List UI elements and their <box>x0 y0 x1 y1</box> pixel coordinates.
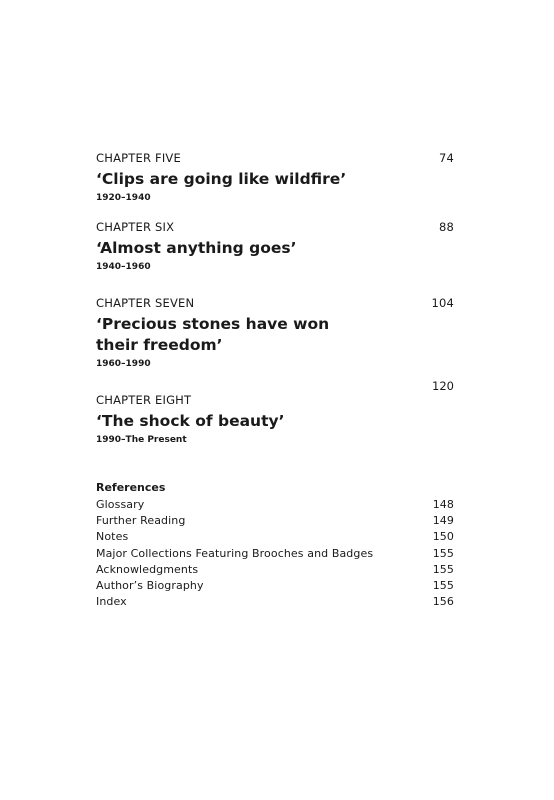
chapter-title: ‘Precious stones have won their freedom’ <box>96 315 330 354</box>
chapter-header <box>96 392 454 408</box>
list-item <box>96 497 454 513</box>
reference-label: Index <box>96 595 127 609</box>
chapter-years: 1990–The Present <box>96 435 187 445</box>
chapter-title: ‘The shock of beauty’ <box>96 412 285 430</box>
list-item <box>96 594 454 610</box>
chapter-page-number: 88 <box>438 220 454 234</box>
list-item <box>96 546 454 562</box>
list-item <box>96 562 454 578</box>
chapter-page-number: 104 <box>431 296 454 310</box>
reference-label: Author’s Biography <box>96 579 204 593</box>
chapter-years: 1960–1990 <box>96 359 151 369</box>
chapter-header <box>96 219 454 235</box>
chapter-label: CHAPTER EIGHT <box>96 393 192 407</box>
reference-label: Glossary <box>96 498 145 511</box>
chapter-entry-seven <box>96 295 454 370</box>
chapter-header <box>96 295 454 311</box>
reference-page-number: 155 <box>432 562 454 576</box>
references-section <box>96 480 454 610</box>
references-heading: References <box>96 481 166 494</box>
reference-page-number: 150 <box>432 530 454 544</box>
reference-label: Further Reading <box>96 514 186 528</box>
chapter-page-number: 74 <box>438 151 454 165</box>
table-of-contents <box>96 150 454 610</box>
reference-page-number: 156 <box>432 595 454 609</box>
reference-label: Acknowledgments <box>96 562 199 576</box>
chapter-years: 1940–1960 <box>96 262 151 272</box>
chapter-label: CHAPTER FIVE <box>96 151 181 165</box>
reference-page-number: 149 <box>432 514 454 528</box>
list-item <box>96 529 454 545</box>
references-list <box>96 497 454 610</box>
reference-page-number: 148 <box>432 498 454 511</box>
list-item <box>96 513 454 529</box>
chapter-title: ‘Almost anything goes’ <box>96 239 297 257</box>
chapter-title: ‘Clips are going like wildfire’ <box>96 170 347 188</box>
chapter-entry-eight <box>96 378 454 446</box>
reference-label: Notes <box>96 530 129 544</box>
reference-page-number: 155 <box>432 579 454 593</box>
list-item <box>96 578 454 594</box>
chapter-entry-five <box>96 150 454 204</box>
chapter-label: CHAPTER SEVEN <box>96 296 195 310</box>
chapter-label: CHAPTER SIX <box>96 220 175 234</box>
chapter-entry-six <box>96 219 454 273</box>
chapter-page-number: 120 <box>432 379 454 393</box>
chapter-header <box>96 150 454 166</box>
chapter-years: 1920–1940 <box>96 193 151 203</box>
reference-page-number: 155 <box>432 546 454 560</box>
reference-label: Major Collections Featuring Brooches and Badges <box>96 546 374 560</box>
